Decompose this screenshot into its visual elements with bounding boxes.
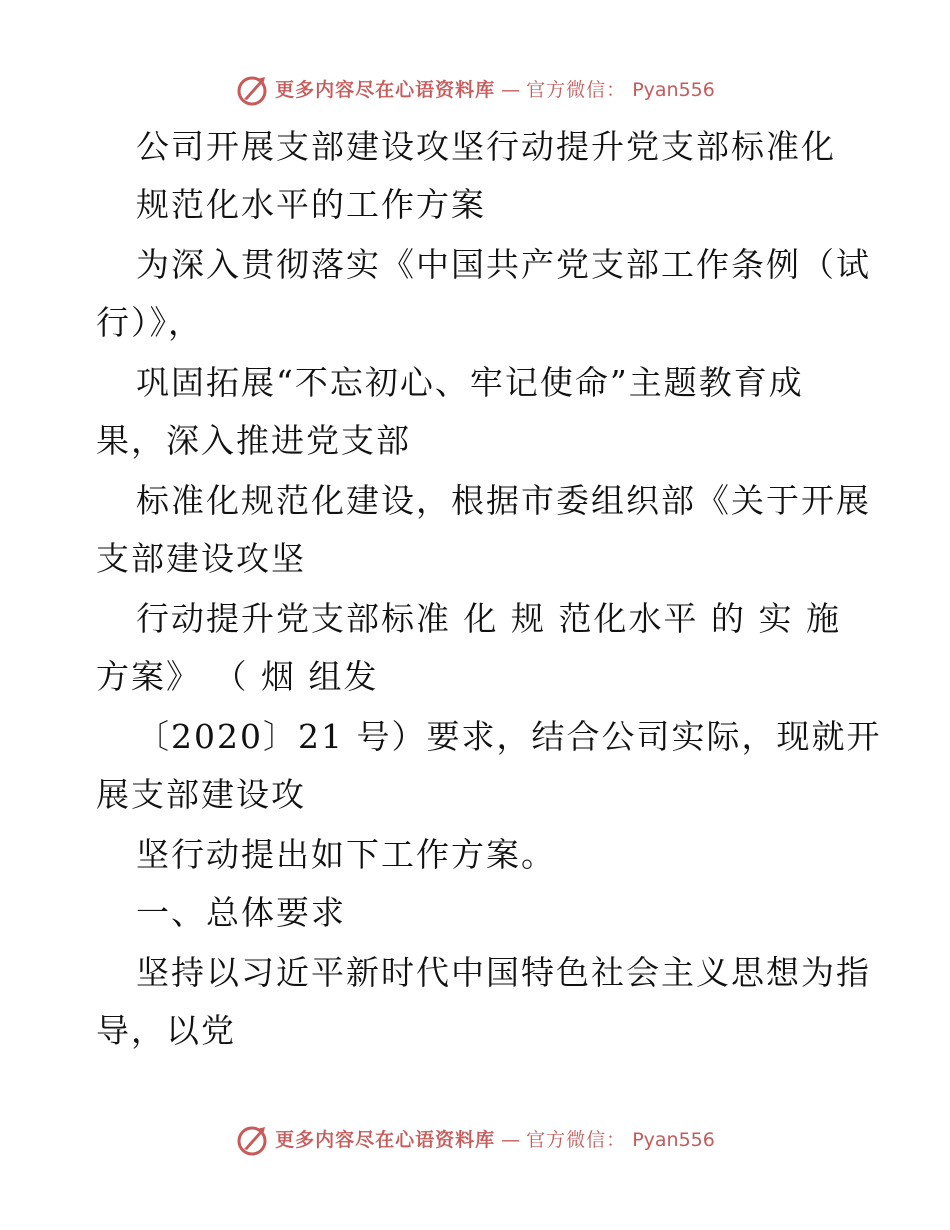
paragraph-line: 导，以党: [96, 1011, 236, 1050]
watermark-separator: —: [501, 1129, 521, 1151]
paragraph-line: 支部建设攻坚: [96, 539, 306, 578]
paragraph-line: 坚行动提出如下工作方案。: [136, 835, 556, 874]
paragraph-line: 方案》 （ 烟 组发: [96, 657, 379, 696]
quill-logo-icon: [235, 73, 269, 107]
watermark-wechat-label: 官方微信：: [526, 1129, 627, 1151]
watermark-separator: —: [501, 79, 521, 101]
quill-logo-icon: [235, 1123, 269, 1157]
paragraph-line: 为深入贯彻落实《中国共产党支部工作条例（试: [136, 245, 871, 284]
paragraph-line: 行动提升党支部标准 化 规 范化水平 的 实 施: [136, 599, 841, 638]
paragraph-line: 行）》，: [96, 303, 203, 342]
paragraph-line: 标准化规范化建设，根据市委组织部《关于开展: [136, 481, 871, 520]
paragraph-line: 展支部建设攻: [96, 775, 306, 814]
watermark-header: [0, 72, 950, 108]
watermark-main-text: 更多内容尽在心语资料库: [275, 1129, 496, 1151]
watermark-footer: [0, 1122, 950, 1158]
watermark-wechat-label: 官方微信：: [526, 79, 627, 101]
section-heading: 一、总体要求: [136, 893, 346, 932]
paragraph-line: 〔2020〕21 号）要求，结合公司实际，现就开: [136, 717, 882, 756]
watermark-wechat-id: Pyan556: [632, 1129, 715, 1151]
paragraph-line: 坚持以习近平新时代中国特色社会主义思想为指: [136, 953, 871, 992]
doc-title-line-2: 规范化水平的工作方案: [136, 185, 486, 224]
paragraph-line: 巩固拓展“不忘初心、牢记使命”主题教育成: [136, 363, 804, 402]
watermark-wechat-id: Pyan556: [632, 79, 715, 101]
paragraph-line: 果，深入推进党支部: [96, 421, 411, 460]
doc-title-line-1: 公司开展支部建设攻坚行动提升党支部标准化: [136, 127, 836, 166]
watermark-main-text: 更多内容尽在心语资料库: [275, 79, 496, 101]
